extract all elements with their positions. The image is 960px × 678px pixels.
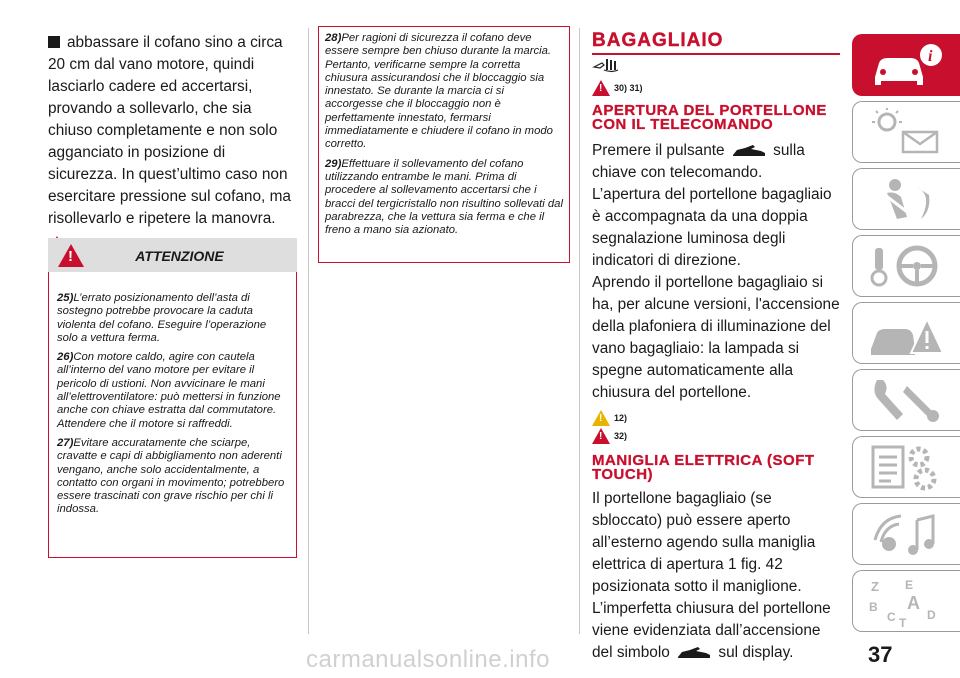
attention-header (48, 238, 297, 272)
warning-reference: ! 12) (592, 410, 840, 426)
note-item: 27)Evitare accuratamente che sciarpe, cravatte e capi di abbigliamento non aderenti vengano, anche solo accidentalmente, a contatto con organi in movimento; potrebbero essere trascinati con grave rischio per chi li indossa. (57, 436, 285, 516)
svg-text:D: D (927, 608, 936, 622)
column-right (592, 30, 840, 664)
svg-text:i: i (928, 48, 933, 65)
attention-notes-box (48, 272, 297, 558)
svg-text:T: T (899, 616, 907, 629)
svg-text:B: B (869, 600, 878, 614)
caution-triangle-icon (592, 410, 610, 426)
warning-triangle-icon (592, 428, 610, 444)
tab-maintenance[interactable] (852, 369, 960, 431)
index-icon (867, 577, 947, 629)
bullet-icon (48, 36, 60, 48)
tab-technical-data[interactable] (852, 436, 960, 498)
body-paragraph: abbassare il cofano sino a circa 20 cm dal vano motore, quindi lasciarlo cadere ed accertarsi, provando a sollevarlo, che sia chiuso completamente e non solo agganciato in posizione di sicurezza. In quest’ultimo caso non esercitare pressione sul cofano, ma risollevarlo e ripetere la manovra. (48, 34, 291, 227)
maintenance-icon (867, 376, 947, 426)
trunk-open-icon (731, 143, 767, 159)
column-divider (308, 28, 309, 634)
note-item: 28)Per ragioni di sicurezza il cofano deve essere sempre ben chiuso durante la marcia. Pertanto, verificarne sempre la corretta chiusura assicurandosi che il bloccaggio sia innestato. Se durante la marcia ci si accorgesse che il bloccaggio non è perfettamente innestato, fermarsi immediatamente e chiudere il cofano in modo corretto. (325, 32, 553, 151)
body-paragraph: L’imperfetta chiusura del portellone viene evidenziata dall’accensione del simbolo sul display. (592, 599, 831, 661)
car-info-icon (867, 41, 947, 91)
column-divider (579, 28, 580, 634)
tab-driving[interactable] (852, 235, 960, 297)
body-paragraph: Aprendo il portellone bagagliaio si ha, per alcune versioni, l'accensione della plafoniera di illuminazione del vano bagagliaio: la lampada si spegne automaticamente alla chiusura del portellone. (592, 273, 840, 401)
warning-lights-icon (867, 108, 947, 158)
page-number: 37 (868, 642, 893, 667)
tab-safety[interactable] (852, 168, 960, 230)
emergency-icon (867, 309, 947, 359)
warning-reference: ! 32) (592, 428, 840, 444)
svg-text:Z: Z (871, 579, 879, 594)
svg-text:A: A (907, 593, 920, 613)
safety-icon (867, 175, 947, 225)
body-paragraph: Premere il pulsante sulla chiave con telecomando. (592, 141, 805, 181)
hand-icon (592, 57, 840, 78)
note-item: 29)Effettuare il sollevamento del cofano utilizzando entrambe le mani. Prima di procedere al sollevamento accertarsi che i bracci del tergicristallo non risultino sollevati dal parabrezza, che la vettura sia ferma e che il freno a mano sia azionato. (325, 157, 563, 237)
body-paragraph: Il portellone bagagliaio (se sbloccato) può essere aperto all’esterno agendo sulla maniglia elettrica di apertura 1 fig. 42 posizionata sotto il maniglione. (592, 489, 816, 595)
warning-triangle-icon (592, 80, 610, 96)
column-left (48, 32, 298, 252)
note-item: 25)L’errato posizionamento dell’asta di sostegno potrebbe provocare la caduta violenta del cofano. Eseguire l’operazione solo a vettura ferma. (57, 292, 267, 344)
warning-reference: ! 30) 31) (592, 80, 840, 96)
watermark: carmanualsonline.info (306, 646, 550, 673)
technical-data-icon (867, 443, 947, 493)
tab-warning-lights[interactable] (852, 101, 960, 163)
tab-multimedia[interactable] (852, 503, 960, 565)
trunk-open-icon (676, 645, 712, 661)
svg-text:C: C (887, 610, 896, 624)
tab-car-info[interactable] (852, 34, 960, 96)
subsection-title: MANIGLIA ELETTRICA (SOFT TOUCH) (592, 451, 815, 483)
steering-wheel-icon (867, 242, 947, 292)
body-paragraph: L’apertura del portellone bagagliaio è accompagnata da una doppia segnalazione luminosa degli indicatori di direzione. (592, 185, 832, 269)
attention-title: ATTENZIONE (135, 248, 224, 264)
svg-text:E: E (905, 578, 914, 592)
note-item: 26)Con motore caldo, agire con cautela all’interno del vano motore per evitare il pericolo di ustioni. Non avvicinare le mani all’elettroventilatore: può mettersi in funzione anche con chiave estratta dal commutatore. Attendere che il motore si raffreddi. (57, 351, 281, 430)
tab-index[interactable] (852, 570, 960, 632)
multimedia-icon (867, 510, 947, 560)
title-rule (592, 53, 840, 55)
tab-emergency[interactable] (852, 302, 960, 364)
subsection-title: APERTURA DEL PORTELLONE CON IL TELECOMANDO (592, 101, 827, 133)
warning-notes-box (318, 26, 570, 263)
section-title: BAGAGLIAIO (592, 30, 724, 51)
